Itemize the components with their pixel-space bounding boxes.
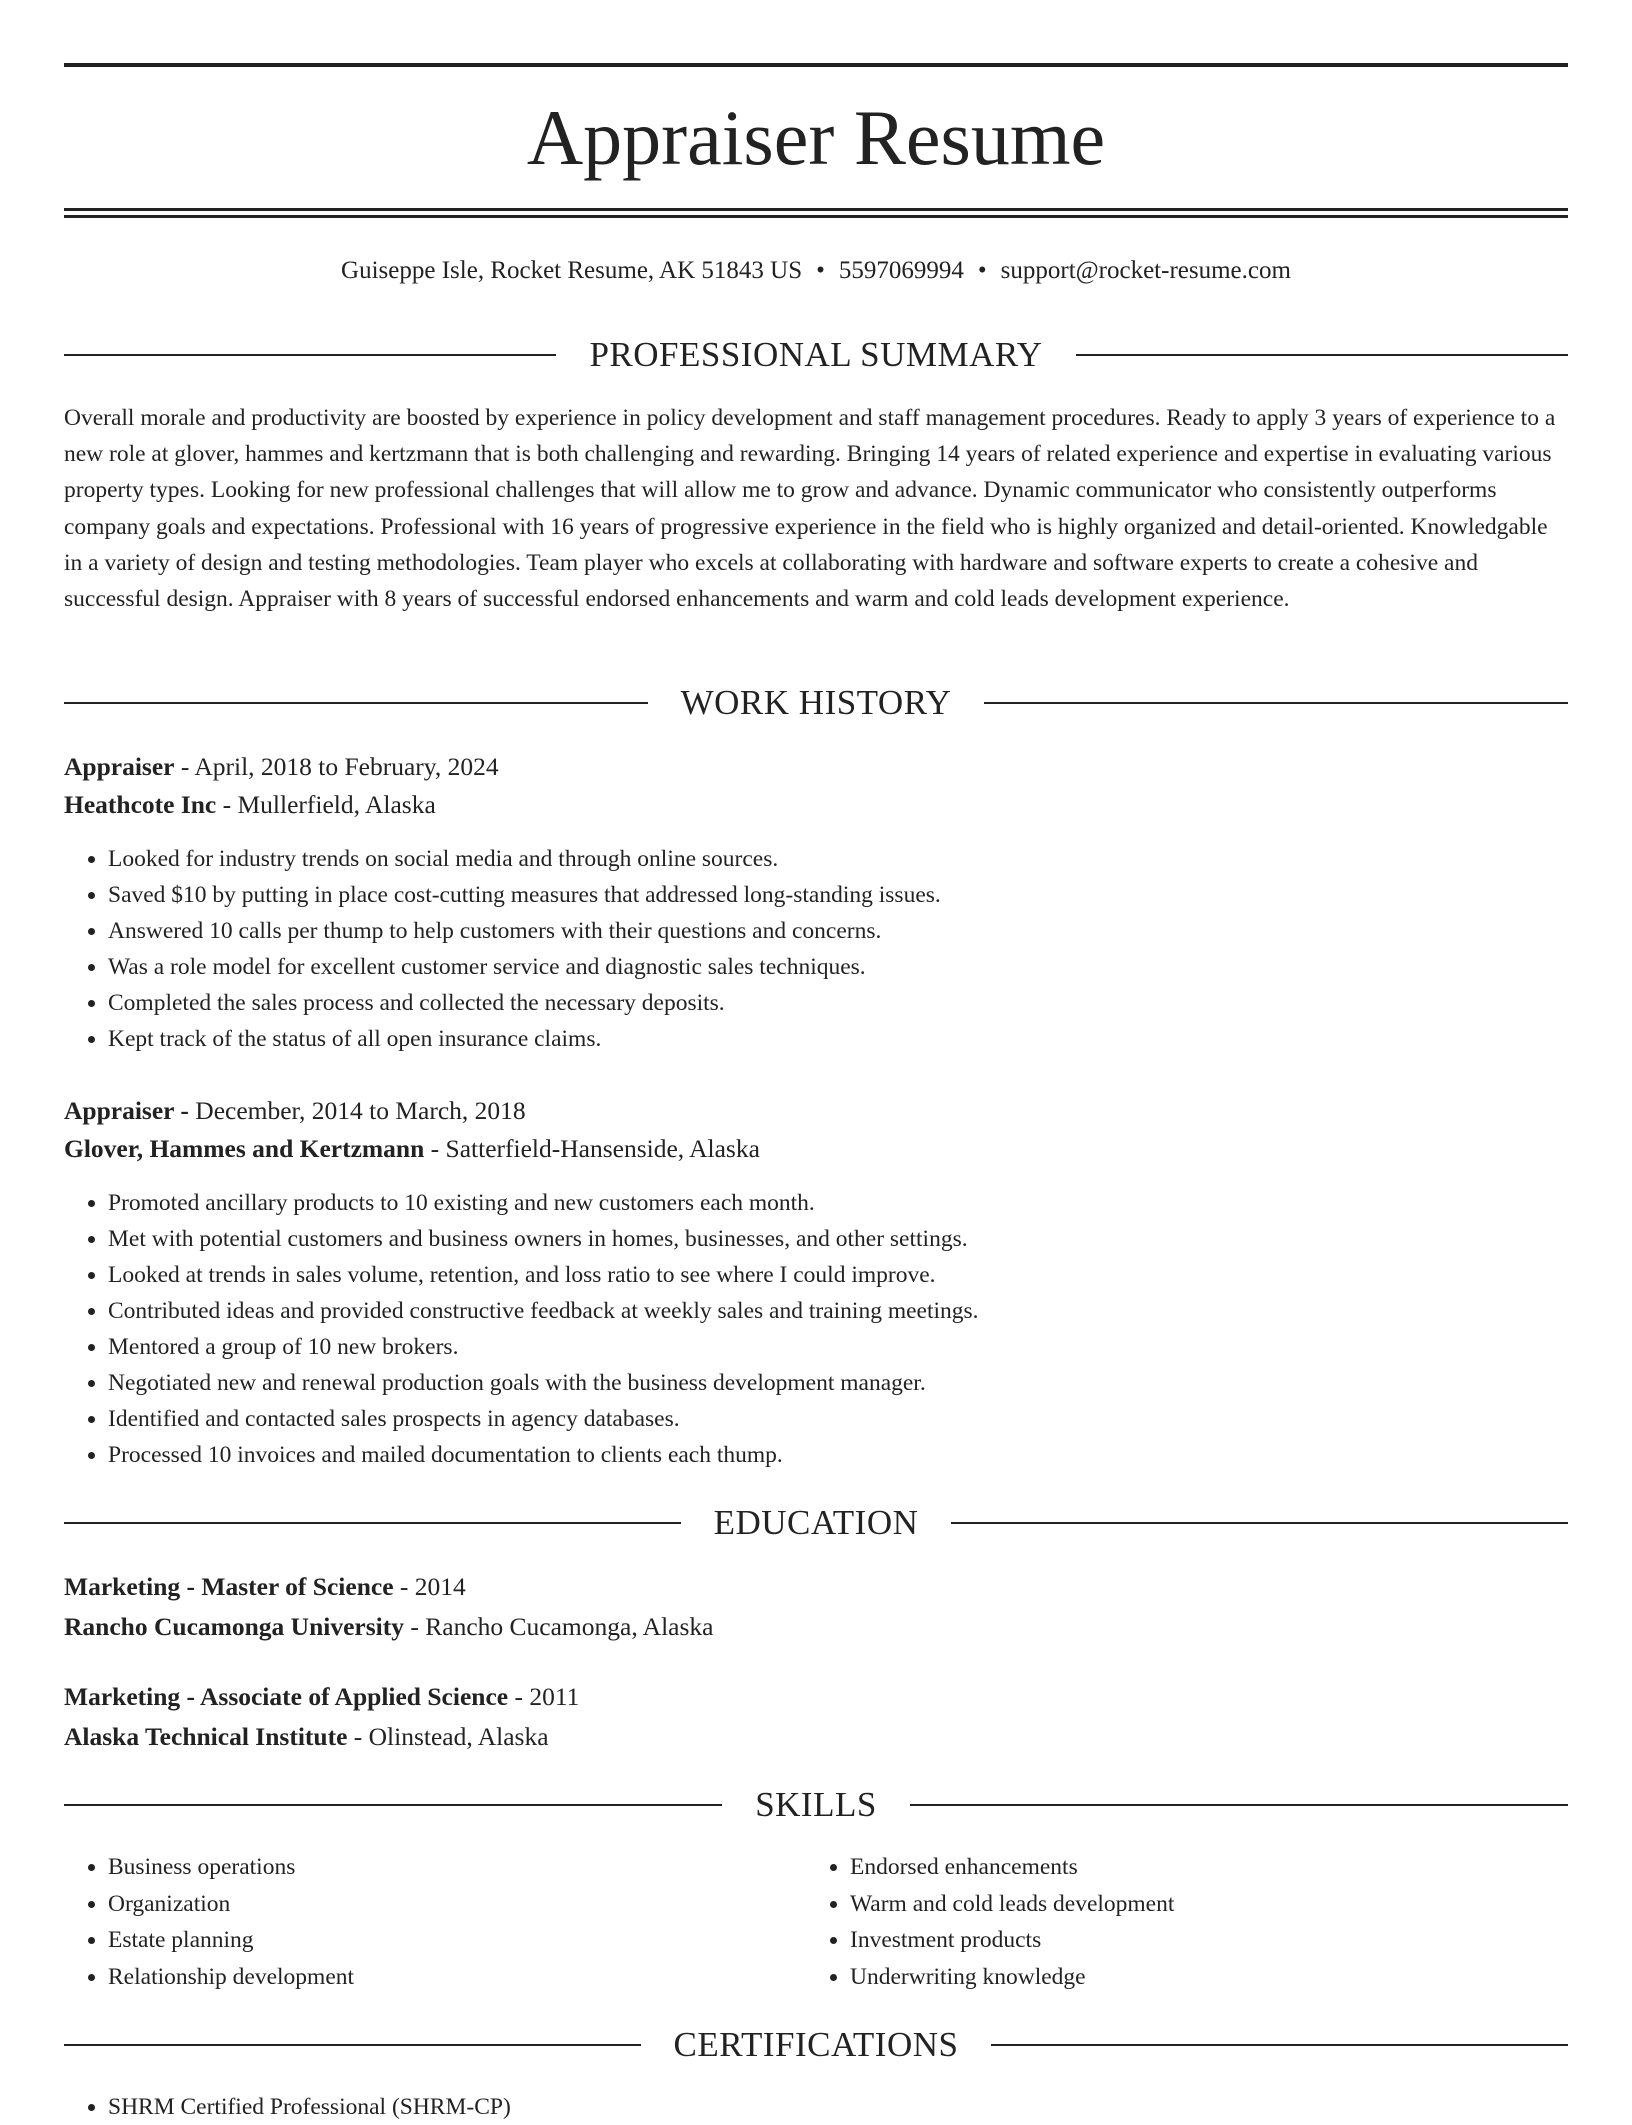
contact-phone: 5597069994 [838,257,964,284]
contact-address: Guiseppe Isle, Rocket Resume, AK 51843 US [341,257,803,284]
list-item: • Promoted ancillary products to 10 existing and new customers each month. [108,1185,1568,1221]
heading-rule [1076,354,1568,356]
education-location: - Olinstead, Alaska [347,1722,549,1751]
list-item: • Processed 10 invoices and mailed documentation to clients each thump. [108,1437,1568,1473]
heading-rule [951,1522,1568,1524]
heading-rule [984,702,1568,704]
list-item: • Identified and contacted sales prospects in agency databases. [108,1401,1568,1437]
job-bullets [64,1185,1568,1473]
heading-rule [64,702,648,704]
list-item: • Underwriting knowledge [850,1959,1550,1996]
section-title: EDUCATION [713,1503,919,1542]
contact-email: support@rocket-resume.com [1000,257,1291,284]
list-item: • Endorsed enhancements [850,1849,1550,1886]
job-location: - Mullerfield, Alaska [216,790,436,819]
resume-title: Appraiser Resume [526,94,1106,181]
list-item: • Was a role model for excellent customer service and diagnostic sales techniques. [108,949,1568,985]
contact-separator: • [977,257,987,284]
contact-separator: • [816,257,825,284]
job-title: Appraiser - [64,1096,189,1125]
list-item: • Mentored a group of 10 new brokers. [108,1329,1568,1365]
job-dates: December, 2014 to March, 2018 [188,1096,526,1125]
job-company: Glover, Hammes and Kertzmann [64,1134,425,1163]
job-title-line [64,1093,1568,1129]
education-degree-line [64,1679,1568,1715]
section-heading-education [64,1501,1568,1545]
list-item: • Answered 10 calls per thump to help customers with their questions and concerns. [108,913,1568,949]
education-degree: Marketing - Associate of Applied Science [64,1682,509,1711]
list-item: • Investment products [850,1922,1550,1959]
education-school-line [64,1719,1568,1755]
section-title: CERTIFICATIONS [673,2025,959,2064]
job-company-line [64,1131,1568,1167]
section-title: SKILLS [755,1785,877,1824]
list-item: • Warm and cold leads development [850,1886,1550,1923]
section-title: WORK HISTORY [680,683,952,722]
heading-rule [64,1804,722,1806]
list-item: • Met with potential customers and business owners in homes, businesses, and other settings. [108,1221,1568,1257]
skills-list-left [64,1849,768,1995]
job-title: Appraiser [64,752,175,781]
certifications-list [64,2089,1568,2125]
education-location: - Rancho Cucamonga, Alaska [404,1612,714,1641]
job-location: - Satterfield-Hansenside, Alaska [424,1134,760,1163]
heading-rule [64,2044,641,2046]
top-rule [64,63,1568,67]
list-item: • Completed the sales process and collected the necessary deposits. [108,985,1568,1021]
education-degree: Marketing - Master of Science [64,1572,394,1601]
list-item: • Kept track of the status of all open insurance claims. [108,1021,1568,1057]
section-heading-certifications [64,2023,1568,2067]
title-double-rule [64,208,1568,218]
education-degree-line [64,1569,1568,1605]
list-item: • Relationship development [108,1959,768,1996]
job-dates: - April, 2018 to February, 2024 [174,752,499,781]
list-item: • SHRM Certified Professional (SHRM-CP) [108,2089,1568,2125]
job-title-line [64,749,1568,785]
job-company-line [64,787,1568,823]
list-item: • Negotiated new and renewal production goals with the business development manager. [108,1365,1568,1401]
list-item: • Estate planning [108,1922,768,1959]
section-heading-skills [64,1783,1568,1827]
heading-rule [64,354,556,356]
list-item: • Saved $10 by putting in place cost-cutting measures that addressed long-standing issues. [108,877,1568,913]
skills-list-right [806,1849,1550,1995]
section-title: PROFESSIONAL SUMMARY [589,335,1043,374]
list-item: • Contributed ideas and provided constructive feedback at weekly sales and training meetings. [108,1293,1568,1329]
list-item: • Looked for industry trends on social media and through online sources. [108,841,1568,877]
job-company: Heathcote Inc [64,790,217,819]
heading-rule [64,1522,681,1524]
education-year: - 2014 [393,1572,466,1601]
summary-paragraph: Overall morale and productivity are boosted by experience in policy development and staff management procedures. Ready to apply 3 years of experience to a new role at glover, hammes and kertzmann that is both challenging and rewarding. Bringing 14 years of related experience and expertise in evaluating various property types. Looking for new professional challenges that will allow me to grow and advance. Dynamic communicator who consistently outperforms company goals and expectations. Professional with 16 years of progressive experience in the field who is highly organized and detail-oriented. Knowledgable in a variety of design and testing methodologies. Team player who excels at collaborating with hardware and software experts to create a cohesive and successful design. Appraiser with 8 years of successful endorsed enhancements and warm and cold leads development experience. [64,405,1556,613]
list-item: • Business operations [108,1849,768,1886]
education-year: - 2011 [508,1682,580,1711]
education-school: Alaska Technical Institute [64,1722,348,1751]
list-item: • Looked at trends in sales volume, retention, and loss ratio to see where I could improve. [108,1257,1568,1293]
contact-line [64,254,1568,288]
job-bullets [64,841,1568,1057]
education-school: Rancho Cucamonga University [64,1612,405,1641]
section-heading-summary [64,333,1568,377]
list-item: • Organization [108,1886,768,1923]
section-heading-work [64,681,1568,725]
heading-rule [991,2044,1568,2046]
education-school-line [64,1609,1568,1645]
heading-rule [910,1804,1568,1806]
